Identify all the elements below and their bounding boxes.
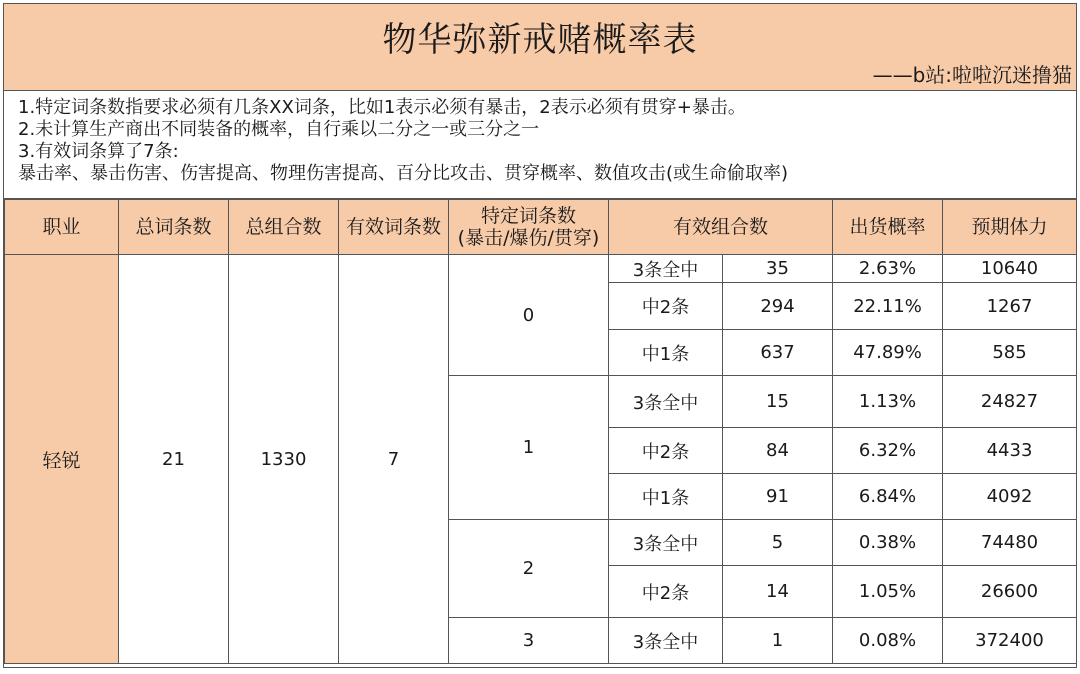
- table-row: [5, 255, 1077, 283]
- probability-table: [4, 199, 1077, 664]
- note-line: 1.特定词条数指要求必须有几条XX词条，比如1表示必须有暴击，2表示必须有贯穿+暴击。: [18, 97, 746, 118]
- combo-label-cell: 中2条: [609, 566, 723, 618]
- combo-count-cell: 35: [723, 255, 833, 283]
- specific-count-cell: 3: [449, 618, 609, 664]
- stamina-cell: 585: [943, 330, 1077, 376]
- drop-rate-cell: 2.63%: [833, 255, 943, 283]
- stamina-cell: 4433: [943, 428, 1077, 474]
- combo-count-cell: 1: [723, 618, 833, 664]
- drop-rate-cell: 47.89%: [833, 330, 943, 376]
- drop-rate-cell: 6.32%: [833, 428, 943, 474]
- page-title: 物华弥新戒赌概率表: [382, 20, 698, 60]
- header-total-combos: 总组合数: [229, 200, 339, 255]
- header-specific-affixes: [449, 200, 609, 255]
- stamina-cell: 26600: [943, 566, 1077, 618]
- header-specific-line2: (暴击/爆伤/贯穿): [457, 227, 600, 249]
- drop-rate-cell: 0.08%: [833, 618, 943, 664]
- total-combos-cell: 1330: [229, 255, 339, 664]
- combo-count-cell: 91: [723, 474, 833, 520]
- total-affixes-cell: 21: [119, 255, 229, 664]
- header-job: 职业: [5, 200, 119, 255]
- stamina-cell: 74480: [943, 520, 1077, 566]
- specific-count-cell: 1: [449, 376, 609, 520]
- drop-rate-cell: 1.05%: [833, 566, 943, 618]
- drop-rate-cell: 6.84%: [833, 474, 943, 520]
- combo-count-cell: 15: [723, 376, 833, 428]
- header-row: [5, 200, 1077, 255]
- title-bar: [4, 4, 1076, 91]
- header-valid-affixes: 有效词条数: [339, 200, 449, 255]
- drop-rate-cell: 22.11%: [833, 283, 943, 330]
- combo-count-cell: 5: [723, 520, 833, 566]
- note-line: 3.有效词条算了7条:: [18, 141, 179, 162]
- header-expected-stamina: 预期体力: [943, 200, 1077, 255]
- stamina-cell: 372400: [943, 618, 1077, 664]
- combo-count-cell: 637: [723, 330, 833, 376]
- combo-label-cell: 3条全中: [609, 376, 723, 428]
- job-cell: 轻锐: [5, 255, 119, 664]
- stamina-cell: 4092: [943, 474, 1077, 520]
- notes-section: [4, 91, 1076, 199]
- header-total-affixes: 总词条数: [119, 200, 229, 255]
- stamina-cell: 10640: [943, 255, 1077, 283]
- stamina-cell: 24827: [943, 376, 1077, 428]
- author-credit: ——b站:啦啦沉迷撸猫: [872, 63, 1072, 87]
- probability-sheet: [3, 3, 1077, 668]
- combo-label-cell: 3条全中: [609, 618, 723, 664]
- specific-count-cell: 2: [449, 520, 609, 618]
- drop-rate-cell: 0.38%: [833, 520, 943, 566]
- note-line: 2.未计算生产商出不同装备的概率，自行乘以二分之一或三分之一: [18, 119, 540, 140]
- header-drop-rate: 出货概率: [833, 200, 943, 255]
- header-specific-line1: 特定词条数: [480, 205, 576, 227]
- combo-count-cell: 84: [723, 428, 833, 474]
- header-valid-combos: 有效组合数: [609, 200, 833, 255]
- note-line: 暴击率、暴击伤害、伤害提高、物理伤害提高、百分比攻击、贯穿概率、数值攻击(或生命偷取率): [18, 163, 789, 184]
- stamina-cell: 1267: [943, 283, 1077, 330]
- valid-affixes-cell: 7: [339, 255, 449, 664]
- combo-label-cell: 3条全中: [609, 255, 723, 283]
- combo-label-cell: 中2条: [609, 428, 723, 474]
- combo-label-cell: 3条全中: [609, 520, 723, 566]
- combo-label-cell: 中2条: [609, 283, 723, 330]
- combo-label-cell: 中1条: [609, 330, 723, 376]
- combo-count-cell: 14: [723, 566, 833, 618]
- specific-count-cell: 0: [449, 255, 609, 376]
- combo-label-cell: 中1条: [609, 474, 723, 520]
- combo-count-cell: 294: [723, 283, 833, 330]
- drop-rate-cell: 1.13%: [833, 376, 943, 428]
